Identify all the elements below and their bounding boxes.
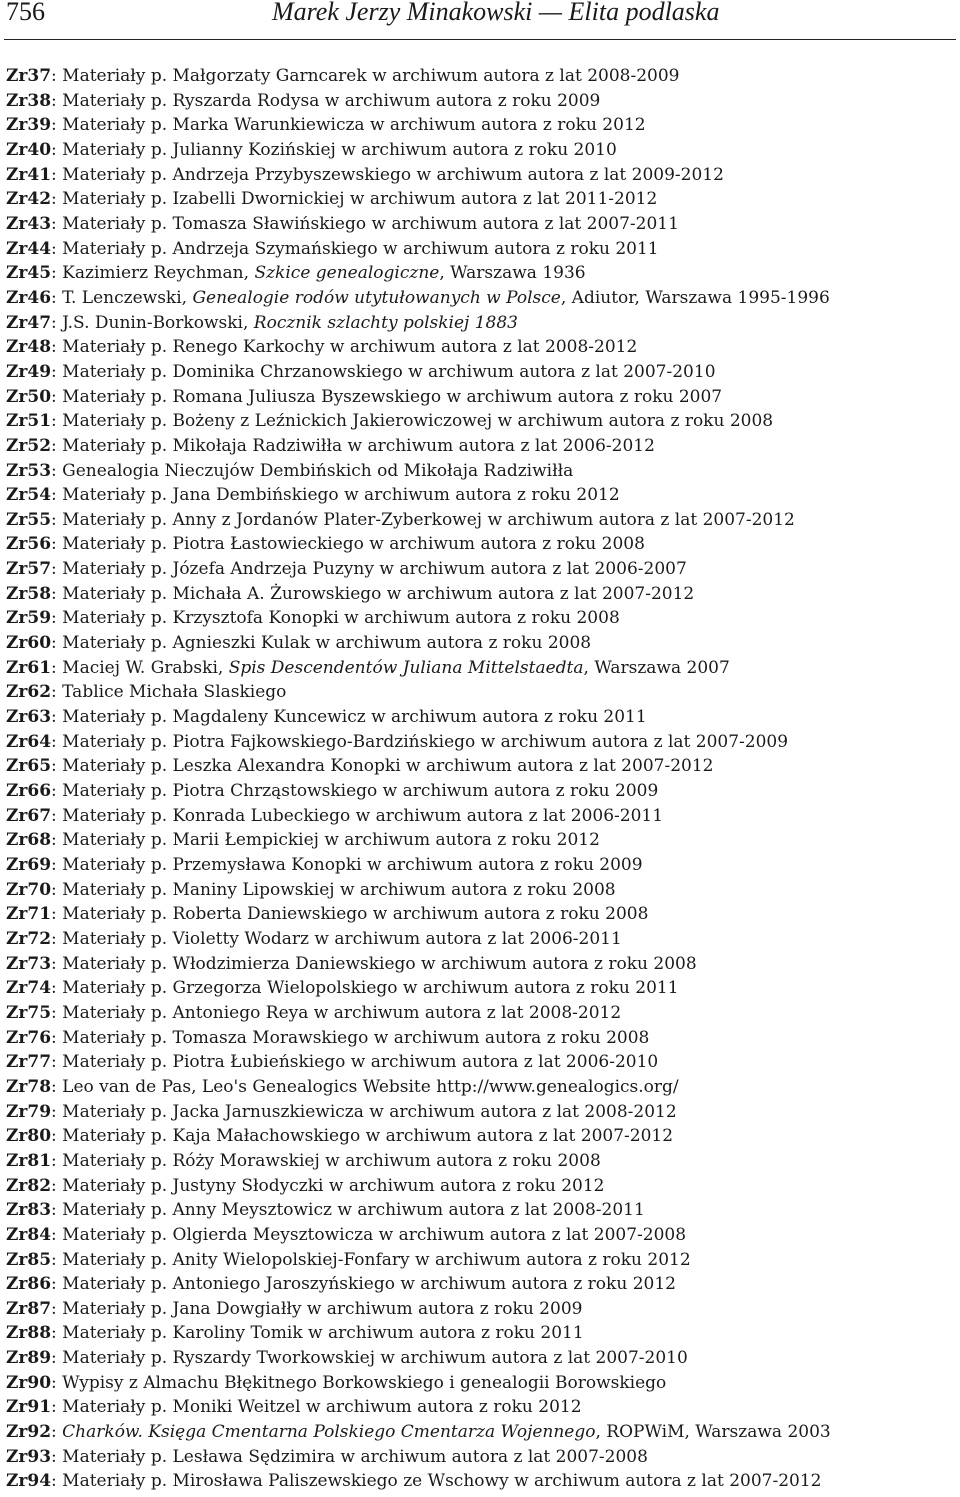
source-entry [6, 730, 956, 755]
source-entry [6, 902, 956, 927]
source-code: Zr85 [6, 1249, 52, 1270]
source-text: : Materiały p. Bożeny z Leźnickich Jakierowiczowej w archiwum autora z roku 2008 [51, 411, 774, 432]
source-text: : Materiały p. Leszka Alexandra Konopki w archiwum autora z lat 2007-2012 [51, 756, 714, 777]
running-header [0, 0, 960, 40]
source-entry [6, 459, 956, 484]
source-text: : Materiały p. Antoniego Jaroszyńskiego w archiwum autora z roku 2012 [51, 1274, 676, 1295]
source-entry [6, 1420, 956, 1445]
source-text: : Materiały p. Violetty Wodarz w archiwum autora z lat 2006-2011 [51, 928, 622, 949]
source-code: Zr79 [6, 1101, 52, 1122]
source-entry [6, 532, 956, 557]
source-text: : Materiały p. Jana Dowgiałły w archiwum autora z roku 2009 [51, 1298, 583, 1319]
source-entry [6, 138, 956, 163]
source-code: Zr59 [6, 608, 52, 629]
source-text: : Materiały p. Tomasza Sławińskiego w archiwum autora z lat 2007-2011 [51, 213, 679, 234]
source-title: Genealogie rodów utytułowanych w Polsce [192, 287, 561, 308]
source-text: : Materiały p. Anny Meysztowicz w archiwum autora z lat 2008-2011 [51, 1200, 645, 1221]
source-text: : Materiały p. Konrada Lubeckiego w archiwum autora z lat 2006-2011 [51, 805, 664, 826]
source-code: Zr47 [6, 312, 52, 333]
source-entry [6, 606, 956, 631]
source-code: Zr65 [6, 756, 52, 777]
source-entry [6, 237, 956, 262]
source-text: : Materiały p. Piotra Łastowieckiego w archiwum autora z roku 2008 [51, 534, 645, 555]
source-code: Zr62 [6, 682, 52, 703]
source-publication: , Warszawa 1936 [439, 263, 586, 284]
source-text: : Materiały p. Mikołaja Radziwiłła w archiwum autora z lat 2006-2012 [51, 435, 655, 456]
source-code: Zr76 [6, 1027, 52, 1048]
source-text: : Materiały p. Ryszardy Tworkowskiej w archiwum autora z lat 2007-2010 [51, 1348, 688, 1369]
source-entry [6, 1223, 956, 1248]
source-text: : Materiały p. Ryszarda Rodysa w archiwum autora z roku 2009 [51, 90, 601, 111]
source-code: Zr84 [6, 1224, 52, 1245]
source-text: : Materiały p. Marii Łempickiej w archiwum autora z roku 2012 [51, 830, 600, 851]
source-code: Zr49 [6, 361, 52, 382]
source-text: : Materiały p. Marka Warunkiewicza w archiwum autora z roku 2012 [51, 115, 646, 136]
source-entry [6, 335, 956, 360]
source-code: Zr38 [6, 90, 52, 111]
source-title: Spis Descendentów Juliana Mittelstaedta [228, 657, 584, 678]
source-text: : Materiały p. Piotra Fajkowskiego-Bardzińskiego w archiwum autora z lat 2007-2009 [51, 731, 789, 752]
source-entry [6, 952, 956, 977]
source-title: Charków. Księga Cmentarna Polskiego Cmentarza Wojennego [62, 1422, 596, 1443]
source-entry [6, 1395, 956, 1420]
source-code: Zr80 [6, 1126, 52, 1147]
source-code: Zr51 [6, 411, 52, 432]
source-text: : Materiały p. Anity Wielopolskiej-Fonfary w archiwum autora z roku 2012 [51, 1249, 691, 1270]
source-list [6, 64, 956, 1494]
source-entry [6, 976, 956, 1001]
source-code: Zr83 [6, 1200, 52, 1221]
source-text: : [51, 1422, 63, 1443]
source-code: Zr91 [6, 1397, 52, 1418]
source-code: Zr75 [6, 1002, 52, 1023]
source-entry [6, 927, 956, 952]
source-code: Zr39 [6, 115, 52, 136]
source-code: Zr81 [6, 1150, 52, 1171]
source-entry [6, 1198, 956, 1223]
source-code: Zr53 [6, 460, 52, 481]
source-code: Zr92 [6, 1422, 52, 1443]
source-text: : Tablice Michała Slaskiego [51, 682, 287, 703]
source-text: : Materiały p. Andrzeja Szymańskiego w archiwum autora z roku 2011 [51, 238, 659, 259]
source-code: Zr63 [6, 707, 52, 728]
source-entry [6, 754, 956, 779]
source-code: Zr71 [6, 904, 52, 925]
source-entry [6, 163, 956, 188]
source-entry [6, 89, 956, 114]
source-code: Zr73 [6, 953, 52, 974]
source-entry [6, 187, 956, 212]
source-entry [6, 261, 956, 286]
source-entry [6, 508, 956, 533]
source-text: : Materiały p. Małgorzaty Garncarek w archiwum autora z lat 2008-2009 [51, 66, 680, 86]
source-entry [6, 113, 956, 138]
source-text: : Maciej W. Grabski, [51, 657, 229, 678]
source-code: Zr66 [6, 781, 52, 802]
source-code: Zr67 [6, 805, 52, 826]
source-entry [6, 1445, 956, 1470]
source-text: : Materiały p. Agnieszki Kulak w archiwum autora z roku 2008 [51, 633, 592, 654]
source-code: Zr64 [6, 731, 52, 752]
source-entry [6, 853, 956, 878]
source-entry [6, 1469, 956, 1494]
source-code: Zr89 [6, 1348, 52, 1369]
source-entry [6, 1100, 956, 1125]
source-text: : Materiały p. Dominika Chrzanowskiego w archiwum autora z lat 2007-2010 [51, 361, 716, 382]
header-rule [4, 39, 956, 40]
source-text: : Materiały p. Jana Dembińskiego w archiwum autora z roku 2012 [51, 485, 620, 506]
source-code: Zr46 [6, 287, 52, 308]
source-code: Zr87 [6, 1298, 52, 1319]
source-code: Zr54 [6, 485, 52, 506]
source-text: : Materiały p. Lesława Sędzimira w archiwum autora z lat 2007-2008 [51, 1446, 648, 1467]
source-code: Zr88 [6, 1323, 52, 1344]
source-publication: , Adiutor, Warszawa 1995-1996 [560, 287, 830, 308]
source-entry [6, 1248, 956, 1273]
source-code: Zr40 [6, 139, 52, 160]
source-publication: , ROPWiM, Warszawa 2003 [595, 1422, 831, 1443]
source-entry [6, 1346, 956, 1371]
source-text: : Genealogia Nieczujów Dembińskich od Mikołaja Radziwiłła [51, 460, 574, 481]
source-code: Zr78 [6, 1076, 52, 1097]
source-entry [6, 656, 956, 681]
source-code: Zr94 [6, 1471, 52, 1492]
source-text: : Wypisy z Almachu Błękitnego Borkowskiego i genealogii Borowskiego [51, 1372, 667, 1393]
source-code: Zr86 [6, 1274, 52, 1295]
source-entry [6, 1174, 956, 1199]
page-number: 756 [6, 0, 45, 26]
source-text: : Materiały p. Piotra Łubieńskiego w archiwum autora z lat 2006-2010 [51, 1052, 659, 1073]
source-text: : Materiały p. Michała A. Żurowskiego w archiwum autora z lat 2007-2012 [51, 583, 695, 604]
source-entry [6, 804, 956, 829]
source-text: : Materiały p. Mirosława Paliszewskiego ze Wschowy w archiwum autora z lat 2007-2012 [51, 1471, 822, 1492]
source-text: : Materiały p. Róży Morawskiej w archiwum autora z roku 2008 [51, 1150, 601, 1171]
source-code: Zr58 [6, 583, 52, 604]
source-code: Zr90 [6, 1372, 52, 1393]
source-entry [6, 483, 956, 508]
source-text: : Materiały p. Olgierda Meysztowicza w archiwum autora z lat 2007-2008 [51, 1224, 687, 1245]
source-code: Zr41 [6, 164, 52, 185]
source-entry [6, 385, 956, 410]
source-text: : Materiały p. Tomasza Morawskiego w archiwum autora z roku 2008 [51, 1027, 650, 1048]
source-code: Zr72 [6, 928, 52, 949]
source-entry [6, 360, 956, 385]
source-code: Zr44 [6, 238, 52, 259]
source-text: : Materiały p. Krzysztofa Konopki w archiwum autora z roku 2008 [51, 608, 620, 629]
source-entry [6, 1297, 956, 1322]
running-head-title: Marek Jerzy Minakowski — Elita podlaska [272, 0, 720, 26]
source-title: Rocznik szlachty polskiej 1883 [253, 312, 518, 333]
source-text: : Materiały p. Piotra Chrząstowskiego w archiwum autora z roku 2009 [51, 781, 659, 802]
source-code: Zr50 [6, 386, 52, 407]
source-entry [6, 286, 956, 311]
source-entry [6, 680, 956, 705]
source-text: : Materiały p. Antoniego Reya w archiwum autora z lat 2008-2012 [51, 1002, 622, 1023]
source-entry [6, 582, 956, 607]
source-entry [6, 1272, 956, 1297]
source-entry [6, 631, 956, 656]
source-code: Zr48 [6, 337, 52, 358]
source-text: : J.S. Dunin-Borkowski, [51, 312, 254, 333]
source-entry [6, 557, 956, 582]
source-code: Zr56 [6, 534, 52, 555]
source-text: : Materiały p. Przemysława Konopki w archiwum autora z roku 2009 [51, 855, 643, 875]
source-title: Szkice genealogiczne [254, 263, 440, 284]
source-entry [6, 1371, 956, 1396]
source-text: : Materiały p. Izabelli Dwornickiej w archiwum autora z lat 2011-2012 [51, 189, 658, 210]
source-code: Zr55 [6, 509, 52, 530]
source-code: Zr61 [6, 657, 52, 678]
source-text: : Materiały p. Andrzeja Przybyszewskiego w archiwum autora z lat 2009-2012 [51, 164, 724, 185]
source-code: Zr70 [6, 879, 52, 900]
source-text: : Materiały p. Moniki Weitzel w archiwum autora z roku 2012 [51, 1397, 582, 1418]
source-entry [6, 212, 956, 237]
source-entry [6, 878, 956, 903]
source-text: : Materiały p. Anny z Jordanów Plater-Zyberkowej w archiwum autora z lat 2007-2012 [51, 509, 795, 530]
source-code: Zr37 [6, 66, 52, 86]
source-code: Zr42 [6, 189, 52, 210]
source-code: Zr57 [6, 559, 52, 580]
source-entry [6, 779, 956, 804]
source-text: : Materiały p. Maniny Lipowskiej w archiwum autora z roku 2008 [51, 879, 616, 900]
source-text: : Materiały p. Magdaleny Kuncewicz w archiwum autora z roku 2011 [51, 707, 647, 728]
source-text: : Materiały p. Jacka Jarnuszkiewicza w archiwum autora z lat 2008-2012 [51, 1101, 677, 1122]
source-code: Zr74 [6, 978, 52, 999]
source-text: : Materiały p. Grzegorza Wielopolskiego w archiwum autora z roku 2011 [51, 978, 679, 999]
source-text: : Leo van de Pas, Leo's Genealogics Website http://www.genealogics.org/ [51, 1076, 679, 1097]
source-entry [6, 705, 956, 730]
source-code: Zr68 [6, 830, 52, 851]
source-entry [6, 1075, 956, 1100]
source-text: : Materiały p. Roberta Daniewskiego w archiwum autora z roku 2008 [51, 904, 649, 925]
source-entry [6, 64, 956, 89]
source-text: : Materiały p. Renego Karkochy w archiwum autora z lat 2008-2012 [51, 337, 638, 358]
source-entry [6, 311, 956, 336]
source-entry [6, 1149, 956, 1174]
source-entry [6, 1124, 956, 1149]
source-text: : Materiały p. Włodzimierza Daniewskiego w archiwum autora z roku 2008 [51, 953, 697, 974]
source-code: Zr45 [6, 263, 52, 284]
source-text: : Materiały p. Kaja Małachowskiego w archiwum autora z lat 2007-2012 [51, 1126, 674, 1147]
source-entry [6, 1026, 956, 1051]
source-code: Zr93 [6, 1446, 52, 1467]
source-text: : Materiały p. Julianny Kozińskiej w archiwum autora z roku 2010 [51, 139, 617, 160]
source-entry [6, 828, 956, 853]
source-text: : T. Lenczewski, [51, 287, 193, 308]
source-code: Zr82 [6, 1175, 52, 1196]
source-publication: , Warszawa 2007 [583, 657, 730, 678]
source-text: : Kazimierz Reychman, [51, 263, 255, 284]
source-code: Zr52 [6, 435, 52, 456]
source-code: Zr69 [6, 855, 52, 875]
source-entry [6, 1050, 956, 1075]
source-code: Zr60 [6, 633, 52, 654]
source-code: Zr77 [6, 1052, 52, 1073]
source-text: : Materiały p. Józefa Andrzeja Puzyny w archiwum autora z lat 2006-2007 [51, 559, 687, 580]
source-code: Zr43 [6, 213, 52, 234]
source-entry [6, 1001, 956, 1026]
source-entry [6, 1321, 956, 1346]
source-entry [6, 434, 956, 459]
source-text: : Materiały p. Romana Juliusza Byszewskiego w archiwum autora z roku 2007 [51, 386, 723, 407]
source-text: : Materiały p. Justyny Słodyczki w archiwum autora z roku 2012 [51, 1175, 605, 1196]
source-entry [6, 409, 956, 434]
source-text: : Materiały p. Karoliny Tomik w archiwum autora z roku 2011 [51, 1323, 584, 1344]
